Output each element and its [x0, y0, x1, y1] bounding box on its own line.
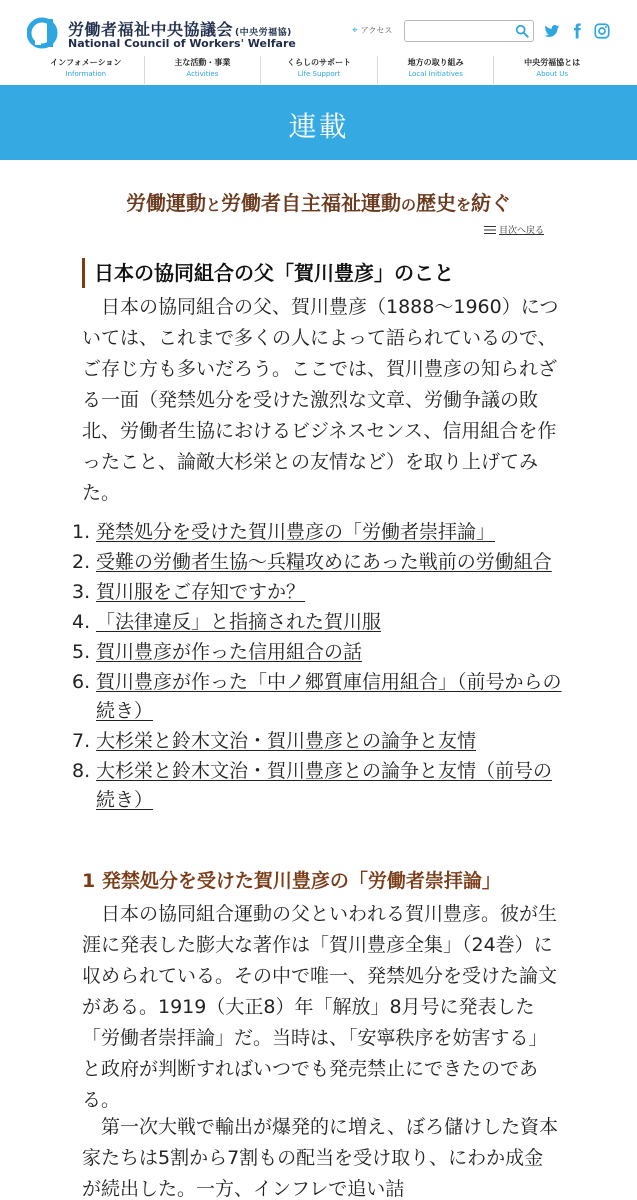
site-header — [0, 0, 637, 52]
toc-link[interactable]: 「法律違反」と指摘された賀川服 — [96, 611, 382, 633]
nav-label-jp: 主な活動・事業 — [174, 58, 231, 67]
series-title-part: 歴史 — [416, 191, 456, 215]
toc-item — [72, 757, 562, 815]
section-paragraph: 第一次大戦で輸出が爆発的に増え、ぼろ儲けした資本家たちは5割から7割もの配当を受け取り、にわか成金が続出した。一方、インフレで追い詰 — [82, 1116, 559, 1200]
series-title-part: を — [456, 196, 472, 214]
article-toc — [72, 518, 562, 816]
search-input[interactable] — [409, 23, 509, 39]
map-pin-icon: ⌖ — [352, 25, 358, 36]
toc-item — [72, 668, 562, 726]
toc-number: 5. — [72, 641, 91, 663]
series-title — [0, 187, 637, 216]
access-label: アクセス — [360, 26, 393, 35]
nav-label-en: Life Support — [297, 70, 341, 78]
main-nav — [28, 56, 610, 84]
toc-item — [72, 638, 562, 667]
nav-label-jp: 地方の取り組み — [407, 58, 464, 67]
nav-label-en: Activities — [186, 70, 219, 78]
page-title: 連載 — [288, 110, 349, 143]
list-icon — [484, 226, 496, 234]
article-intro: 日本の協同組合の父、賀川豊彦（1888〜1960）については、これまで多くの人によって語られているので、ご存じ方も多いだろう。ここでは、賀川豊彦の知られざる一面（発禁処分を受けた激烈な文章、労働争議の敗北、労働者生協におけるビジネスセンス、信用組合を作ったこと、論敵大杉栄との友情など）を取り上げてみた。 — [82, 296, 559, 504]
series-title-part: と — [205, 196, 221, 214]
toc-item — [72, 608, 562, 637]
nav-item-about-us[interactable] — [493, 56, 610, 84]
nav-label-en: Local Initiatives — [408, 70, 463, 78]
page-banner — [0, 85, 637, 160]
nav-label-jp: インフォメーション — [50, 58, 122, 67]
series-title-part: 紡ぐ — [471, 191, 512, 215]
access-link[interactable] — [352, 25, 392, 36]
toc-number: 8. — [72, 760, 91, 782]
org-name-text: 労働者福祉中央協議会 — [68, 20, 234, 39]
toc-item — [72, 518, 562, 547]
instagram-icon[interactable] — [593, 22, 611, 40]
toc-number: 6. — [72, 671, 91, 693]
toc-link[interactable]: 賀川服をご存知ですか？ — [96, 581, 306, 603]
toc-back-label: 目次へ戻る — [499, 226, 545, 236]
nav-label-jp: 中央労福協とは — [524, 58, 581, 67]
nav-label-jp: くらしのサポート — [286, 58, 351, 67]
facebook-icon[interactable] — [568, 22, 586, 40]
series-title-part: 労働者自主福祉運動 — [220, 191, 401, 215]
nav-item-local-initiatives[interactable] — [377, 56, 494, 84]
org-name-en[interactable]: National Council of Workers' Welfare — [68, 37, 296, 50]
article-heading: 日本の協同組合の父「賀川豊彦」のこと — [82, 258, 454, 288]
toc-link[interactable]: 大杉栄と鈴木文治・賀川豊彦との論争と友情（前号の続き） — [96, 760, 553, 811]
toc-item — [72, 578, 562, 607]
toc-link[interactable]: 受難の労働者生協〜兵糧攻めにあった戦前の労働組合 — [96, 551, 552, 573]
toc-link[interactable]: 賀川豊彦が作った「中ノ郷質庫信用組合」（前号からの続き） — [96, 671, 562, 722]
org-short-name: (中央労福協) — [235, 28, 292, 38]
twitter-icon[interactable] — [543, 22, 561, 40]
toc-number: 4. — [72, 611, 91, 633]
nav-item-activities[interactable] — [144, 56, 261, 84]
section-paragraph: 日本の協同組合運動の父といわれる賀川豊彦。彼が生涯に発表した膨大な著作は「賀川豊彦全集」（24巻）に収められている。その中で唯一、発禁処分を受けた論文がある。1919（大正8）年「解放」8月号に発表した「労働者崇拝論」だ。当時は、「安寧秩序を妨害する」と政府が判断すればいつでも発売禁止にできたのである。 — [82, 903, 558, 1111]
nav-label-en: Information — [65, 70, 107, 78]
toc-link[interactable]: 賀川豊彦が作った信用組合の話 — [96, 641, 363, 663]
section-heading: 1 発禁処分を受けた賀川豊彦の「労働者崇拝論」 — [82, 870, 501, 892]
search-box — [404, 20, 534, 42]
toc-number: 2. — [72, 551, 91, 573]
series-title-part: の — [400, 196, 416, 214]
toc-number: 1. — [72, 521, 91, 543]
logo-icon[interactable] — [27, 17, 59, 49]
toc-item — [72, 548, 562, 577]
nav-label-en: About Us — [536, 70, 569, 78]
search-icon[interactable] — [515, 24, 529, 38]
nav-item-information[interactable] — [28, 56, 144, 84]
nav-item-life-support[interactable] — [260, 56, 377, 84]
toc-link[interactable]: 大杉栄と鈴木文治・賀川豊彦との論争と友情 — [96, 730, 477, 752]
toc-number: 7. — [72, 730, 91, 752]
series-title-part: 労働運動 — [125, 191, 206, 215]
toc-number: 3. — [72, 581, 91, 603]
toc-link[interactable]: 発禁処分を受けた賀川豊彦の「労働者崇拝論」 — [96, 521, 496, 543]
toc-item — [72, 727, 562, 756]
toc-back-link[interactable] — [484, 223, 544, 236]
